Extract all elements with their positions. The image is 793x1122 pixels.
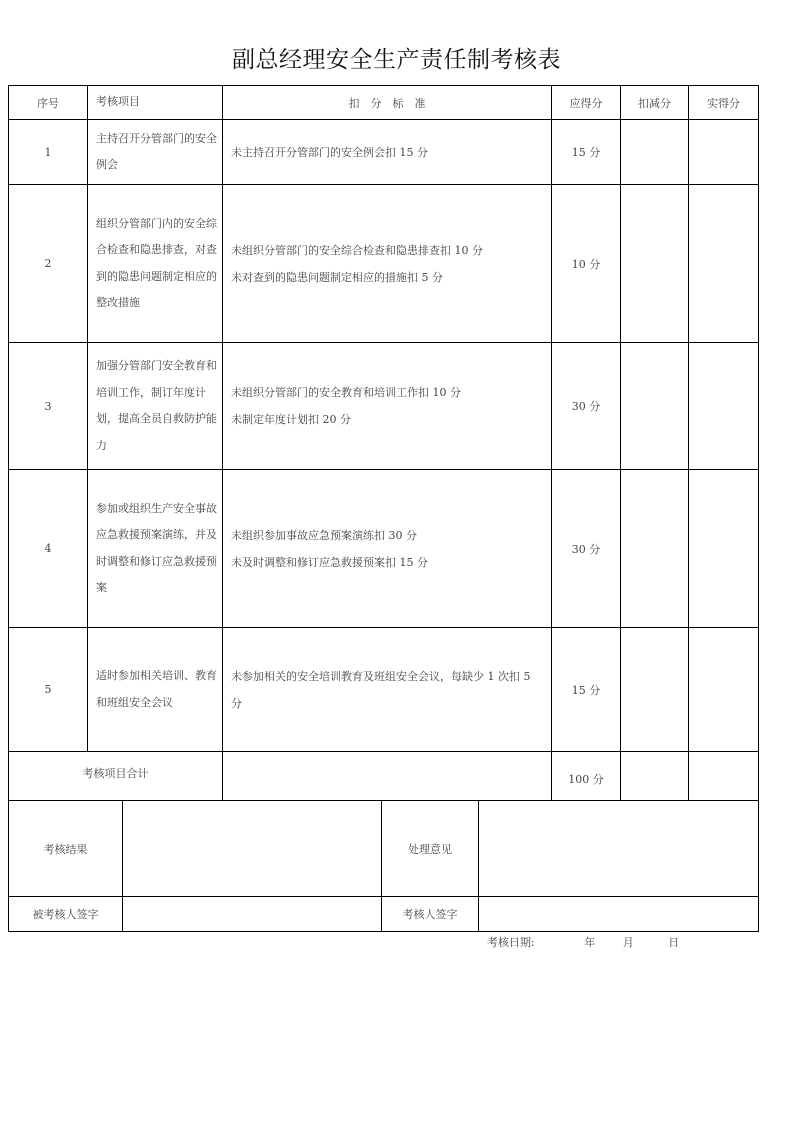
table-row: [9, 185, 759, 343]
criteria-line: 未制定年度计划扣 20 分: [231, 413, 351, 426]
row-index: 2: [9, 185, 88, 343]
criteria-line: 未组织分管部门的安全教育和培训工作扣 10 分: [231, 386, 461, 399]
row-criteria: [223, 120, 552, 185]
result-table: [8, 800, 759, 932]
row-actual-score[interactable]: [689, 120, 759, 185]
criteria-line: 未参加相关的安全培训教育及班组安全会议，每缺少 1 次扣 5 分: [231, 669, 531, 710]
row-due-score: 30 分: [552, 470, 621, 628]
header-item: 考核项目: [88, 86, 223, 120]
total-label: 考核项目合计: [9, 752, 223, 801]
date-day: 日: [668, 936, 680, 949]
total-due-score: 100 分: [552, 752, 621, 801]
row-actual-score[interactable]: [689, 343, 759, 470]
row-deduct-score[interactable]: [621, 628, 689, 752]
table-row: [9, 470, 759, 628]
header-index: 序号: [9, 86, 88, 120]
row-index: 1: [9, 120, 88, 185]
criteria-line: 未主持召开分管部门的安全例会扣 15 分: [231, 145, 428, 159]
table-row: [9, 628, 759, 752]
table-row: [9, 120, 759, 185]
signature-row: [9, 897, 759, 932]
total-actual-score[interactable]: [689, 752, 759, 801]
row-deduct-score[interactable]: [621, 470, 689, 628]
assessee-signature-field[interactable]: [123, 897, 382, 932]
header-due-score: 应得分: [552, 86, 621, 120]
row-item: 主持召开分管部门的安全例会: [88, 120, 223, 185]
criteria-line: 未对查到的隐患问题制定相应的措施扣 5 分: [231, 270, 443, 284]
table-row: [9, 343, 759, 470]
row-actual-score[interactable]: [689, 185, 759, 343]
row-criteria: [223, 343, 552, 470]
row-due-score: 15 分: [552, 628, 621, 752]
assessor-signature-label: 考核人签字: [382, 897, 479, 932]
row-item: 组织分管部门内的安全综合检查和隐患排查，对查到的隐患问题制定相应的整改措施: [88, 185, 223, 343]
row-criteria: [223, 470, 552, 628]
row-due-score: 15 分: [552, 120, 621, 185]
criteria-line: 未组织分管部门的安全综合检查和隐患排查扣 10 分: [231, 243, 483, 257]
row-due-score: 10 分: [552, 185, 621, 343]
row-item: 参加或组织生产安全事故应急救援预案演练，并及时调整和修订应急救援预案: [88, 470, 223, 628]
header-deduct-score: 扣减分: [621, 86, 689, 120]
row-item: 加强分管部门安全教育和培训工作，制订年度计划，提高全员自救防护能力: [88, 343, 223, 470]
date-year: 年: [584, 936, 596, 949]
assessee-signature-label: 被考核人签字: [9, 897, 123, 932]
assessment-table: [8, 85, 759, 801]
row-actual-score[interactable]: [689, 628, 759, 752]
header-actual-score: 实得分: [689, 86, 759, 120]
row-index: 5: [9, 628, 88, 752]
criteria-line: 未及时调整和修订应急救援预案扣 15 分: [231, 555, 428, 569]
opinion-field[interactable]: [479, 801, 759, 897]
row-criteria: [223, 185, 552, 343]
total-row: [9, 752, 759, 801]
assessor-signature-field[interactable]: [479, 897, 759, 932]
row-index: 3: [9, 343, 88, 470]
assessment-date: [487, 934, 679, 950]
row-actual-score[interactable]: [689, 470, 759, 628]
criteria-line: 未组织参加事故应急预案演练扣 30 分: [231, 528, 417, 542]
date-month: 月: [622, 936, 634, 949]
date-label: 考核日期:: [487, 936, 535, 949]
total-deduct-score[interactable]: [621, 752, 689, 801]
table-header-row: [9, 86, 759, 120]
page-title: 副总经理安全生产责任制考核表: [232, 47, 561, 73]
result-label: 考核结果: [9, 801, 123, 897]
row-item: 适时参加相关培训、教育和班组安全会议: [88, 628, 223, 752]
header-criteria: 扣 分 标 准: [223, 86, 552, 120]
result-field[interactable]: [123, 801, 382, 897]
result-row: [9, 801, 759, 897]
row-index: 4: [9, 470, 88, 628]
row-due-score: 30 分: [552, 343, 621, 470]
row-deduct-score[interactable]: [621, 185, 689, 343]
row-criteria: [223, 628, 552, 752]
total-criteria: [223, 752, 552, 801]
row-deduct-score[interactable]: [621, 120, 689, 185]
opinion-label: 处理意见: [382, 801, 479, 897]
row-deduct-score[interactable]: [621, 343, 689, 470]
